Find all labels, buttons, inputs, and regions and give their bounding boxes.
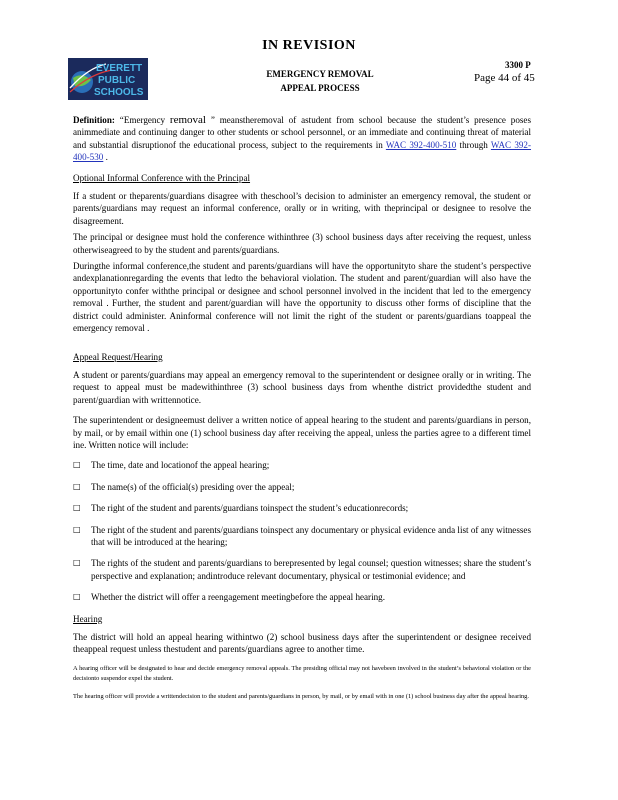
policy-number: 3300 P: [505, 60, 531, 70]
subtitle-line1: EMERGENCY REMOVAL: [266, 69, 374, 79]
list-item: □ The right of the student and parents/guardians toinspect the student’s educationrecords;: [73, 503, 409, 514]
district-logo: [68, 58, 148, 100]
globe-logo-icon: [68, 58, 148, 100]
logo-line1: EVERETT: [96, 63, 143, 74]
definition-text-b: ” meanstheremoval of astudent from school because the student’s presence poses animmediate and continuing danger to other students or school personnel, or an immediate and continuing threat of material and substantial disruptionof the educational process, subject to the requirements in: [73, 115, 532, 150]
informal-paragraph-2: The principal or designee must hold the conference withinthree (3) school business days after receiving the request, unless otherwiseagreed to by the student and parents/guardians.: [73, 232, 531, 255]
hearing-paragraph-2: A hearing officer will be designated to hear and decide emergency removal appeals. The presiding official may not havebeen involved in the student’s behavioral violation or the decisionto suspendor expel the student.: [73, 664, 531, 682]
wac-link-510[interactable]: WAC 392-400-510: [385, 139, 457, 150]
definition-text-d: .: [103, 152, 108, 163]
informal-conference-heading: Optional Informal Conference with the Principal: [73, 172, 251, 183]
logo-line2: PUBLIC: [98, 75, 136, 86]
list-item: □ The name(s) of the official(s) presiding over the appeal;: [73, 481, 295, 492]
definition-term: removal: [169, 114, 206, 126]
document-body: [73, 114, 531, 710]
checkbox-bullet-icon: □: [73, 503, 81, 513]
logo-line3: SCHOOLS: [94, 87, 144, 98]
hearing-paragraph-3: The hearing officer will provide a writtendecision to the student and parents/guardians in person, by mail, or by email with in one (1) school business day after the appeal hearing.: [73, 692, 529, 700]
list-item: □ The right of the student and parents/guardians toinspect any documentary or physical evidence anda list of any witnesses that will be introduced at the hearing;: [73, 524, 531, 547]
checkbox-bullet-icon: □: [73, 524, 81, 534]
definition-text-c: through: [456, 139, 491, 150]
page-title: IN REVISION: [262, 38, 356, 53]
appeal-heading: Appeal Request/Hearing: [73, 351, 163, 362]
definition-text-a: “Emergency: [114, 115, 170, 125]
appeal-paragraph-2: The superintendent or designeemust deliver a written notice of appeal hearing to the student and parents/guardians in person, by mail, or by email within one (1) school business day after receiving the appeal, unless the parties agree to a different timel ine. Written notice will include:: [73, 415, 531, 450]
informal-paragraph-1: If a student or theparents/guardians disagree with theschool’s decision to administer an emergency removal, the student or parents/guardians may request an informal conference, orally or in writing, with theprincipal or designee to resolve the disagreement.: [73, 191, 531, 226]
list-item: □ The rights of the student and parents/guardians to berepresented by legal counsel; question witnesses; share the student’s perspective and explanation; andintroduce relevant documentary, physical or testimonial evidence; and: [73, 558, 531, 581]
checkbox-bullet-icon: □: [73, 558, 81, 568]
checkbox-bullet-icon: □: [73, 481, 81, 491]
definition-label: Definition:: [73, 115, 115, 125]
page-number: Page 44 of 45: [474, 72, 535, 84]
informal-paragraph-3: Duringthe informal conference,the student and parents/guardians will have the opportunityto share the student’s perspective andexplanationregarding the events that ledto the behavioral violation. The student and parent/guardian will also have the opportunityto confer withthe principal or designee and school personnel involved in the incident that led to the emergency removal . Further, the student and parent/guardian will have the opportunity to discuss other forms of discipline that the district could administer. Aninformal conference will not limit the right of the student or parents/guardians toappeal the emergency removal .: [73, 261, 531, 334]
subtitle-line2: APPEAL PROCESS: [280, 83, 360, 93]
list-item: □ The time, date and locationof the appeal hearing;: [73, 460, 270, 471]
appeal-paragraph-1: A student or parents/guardians may appeal an emergency removal to the superintendent or designee orally or in writing. The request to appeal must be madewithinthree (3) school business days from whenthe district providedthe student and parent/guardian with writtennotice.: [73, 369, 531, 405]
hearing-paragraph-1: The district will hold an appeal hearing withintwo (2) school business days after the superintendent or designee received theappeal request unless thestudent and parents/guardians agree to another time.: [73, 632, 531, 655]
checkbox-bullet-icon: □: [73, 592, 81, 602]
wac-link-530[interactable]: WAC 392-400-530: [73, 139, 532, 163]
document-subtitle: [240, 67, 400, 95]
checkbox-bullet-icon: □: [73, 460, 81, 470]
hearing-heading: Hearing: [73, 613, 103, 624]
list-item: □ Whether the district will offer a reengagement meetingbefore the appeal hearing.: [73, 592, 385, 603]
definition-paragraph: [73, 114, 531, 164]
